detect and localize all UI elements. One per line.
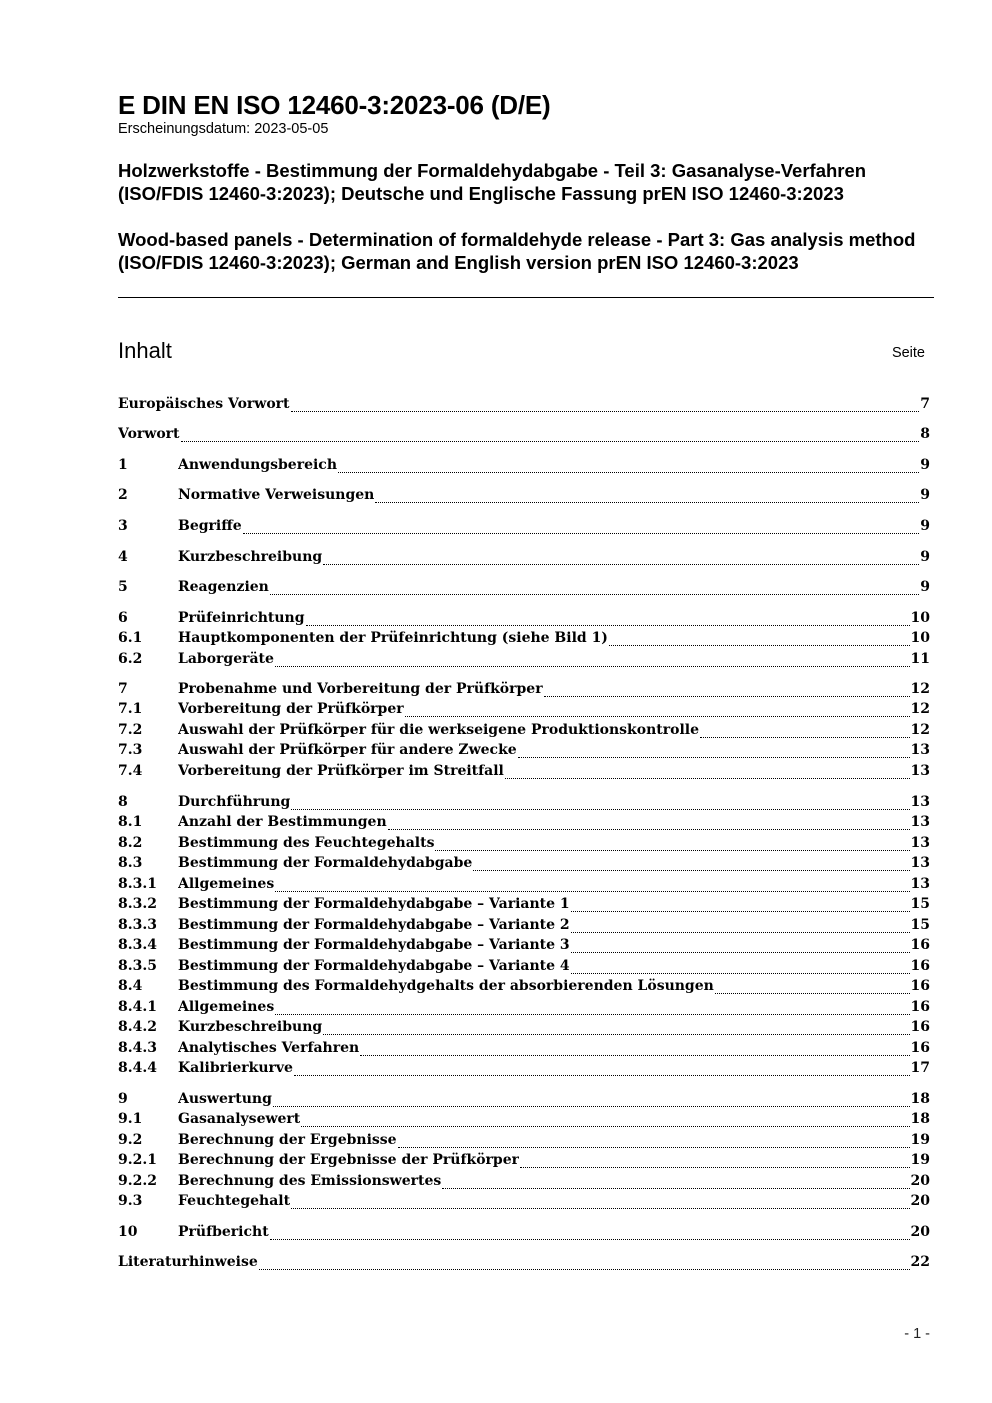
- toc-entry-title: Prüfbericht: [178, 1224, 269, 1240]
- toc-dot-leader: [259, 1263, 910, 1270]
- toc-entry[interactable]: [118, 649, 930, 669]
- toc-entry-page: 9: [920, 487, 930, 503]
- toc-entry-title: Laborgeräte: [178, 651, 274, 667]
- toc-entry[interactable]: [118, 394, 930, 414]
- toc-entry[interactable]: [118, 1089, 930, 1109]
- toc-entry-title: Anwendungsbereich: [178, 457, 337, 473]
- toc-dot-leader: [520, 1161, 910, 1168]
- toc-dot-leader: [270, 588, 919, 595]
- toc-entry-page: 19: [910, 1132, 930, 1148]
- toc-dot-leader: [544, 690, 910, 697]
- toc-entry-number: 7.1: [118, 701, 143, 717]
- toc-entry-number: 7: [118, 681, 128, 697]
- toc-entry-page: 10: [910, 630, 930, 646]
- title-german: Holzwerkstoffe - Bestimmung der Formaldehydabgabe - Teil 3: Gasanalyse-Verfahren (ISO/FDIS 12460-3:2023); Deutsche und Englische Fassung prEN ISO 12460-3:2023: [118, 160, 867, 204]
- toc-entry-page: 18: [910, 1111, 930, 1127]
- toc-entry[interactable]: [118, 792, 930, 812]
- toc-entry-number: 8.3: [118, 855, 143, 871]
- toc-entry-number: 8.2: [118, 835, 143, 851]
- toc-entry-title: Kalibrierkurve: [178, 1060, 293, 1076]
- toc-entry-number: 8: [118, 794, 128, 810]
- toc-entry-page: 16: [910, 1040, 930, 1056]
- toc-entry-number: 8.4.4: [118, 1060, 157, 1076]
- toc-entry-page: 18: [910, 1091, 930, 1107]
- toc-dot-leader: [243, 527, 920, 534]
- toc-entry-number: 7.4: [118, 763, 143, 779]
- toc-dot-leader: [609, 639, 910, 646]
- toc-entry-number: 8.4.3: [118, 1040, 157, 1056]
- toc-entry-title: Bestimmung der Formaldehydabgabe – Variante 3: [178, 937, 570, 953]
- toc-entry-page: 9: [920, 549, 930, 565]
- toc-entry-title: Auswahl der Prüfkörper für andere Zwecke: [178, 742, 517, 758]
- toc-dot-leader: [435, 844, 909, 851]
- toc-entry[interactable]: [118, 547, 930, 567]
- toc-entry-number: 9.2.2: [118, 1173, 157, 1189]
- toc-entry[interactable]: [118, 1252, 930, 1272]
- toc-entry-title: Kurzbeschreibung: [178, 1019, 323, 1035]
- toc-entry-title: Analytisches Verfahren: [178, 1040, 360, 1056]
- toc-entry-page: 9: [920, 579, 930, 595]
- toc-entry[interactable]: [118, 720, 930, 740]
- toc-entry-title: Bestimmung des Feuchtegehalts: [178, 835, 435, 851]
- toc-entry[interactable]: [118, 455, 930, 475]
- toc-entry-page: 13: [910, 855, 930, 871]
- toc-dot-leader: [388, 823, 910, 830]
- toc-entry-number: 8.1: [118, 814, 143, 830]
- page-number: - 1 -: [904, 1326, 930, 1342]
- toc-entry[interactable]: [118, 1222, 930, 1242]
- toc-entry[interactable]: [118, 424, 930, 444]
- toc-entry-title: Probenahme und Vorbereitung der Prüfkörper: [178, 681, 543, 697]
- toc-entry-title: Europäisches Vorwort: [118, 396, 290, 412]
- toc-entry-page: 7: [920, 396, 930, 412]
- toc-dot-leader: [306, 619, 910, 626]
- toc-entry-title: Allgemeines: [178, 999, 275, 1015]
- toc-entry[interactable]: [118, 915, 930, 935]
- toc-dot-leader: [505, 772, 910, 779]
- toc-entry-title: Berechnung der Ergebnisse: [178, 1132, 397, 1148]
- toc-entry-page: 16: [910, 1019, 930, 1035]
- toc-entry-number: 2: [118, 487, 128, 503]
- toc-entry-number: 8.3.1: [118, 876, 157, 892]
- toc-entry-title: Vorwort: [118, 426, 180, 442]
- toc-entry-number: 1: [118, 457, 128, 473]
- toc-entry-number: 9.1: [118, 1111, 143, 1127]
- toc-entry-page: 13: [910, 742, 930, 758]
- toc-entry-page: 16: [910, 999, 930, 1015]
- toc-dot-leader: [181, 435, 920, 442]
- toc-entry[interactable]: [118, 699, 930, 719]
- toc-dot-leader: [323, 558, 919, 565]
- toc-dot-leader: [270, 1233, 910, 1240]
- toc-entry[interactable]: [118, 1191, 930, 1211]
- toc-entry-title: Bestimmung der Formaldehydabgabe – Variante 4: [178, 958, 570, 974]
- toc-entry-number: 8.4.1: [118, 999, 157, 1015]
- toc-entry-number: 3: [118, 518, 128, 534]
- toc-entry-title: Prüfeinrichtung: [178, 610, 305, 626]
- toc-entry[interactable]: [118, 761, 930, 781]
- toc-entry-page: 19: [910, 1152, 930, 1168]
- toc-entry-page: 22: [910, 1254, 930, 1270]
- toc-entry-number: 9.2: [118, 1132, 143, 1148]
- toc-entry-title: Vorbereitung der Prüfkörper im Streitfall: [178, 763, 504, 779]
- toc-entry[interactable]: [118, 853, 930, 873]
- toc-dot-leader: [275, 1008, 909, 1015]
- toc-entry-page: 12: [910, 722, 930, 738]
- toc-entry-title: Vorbereitung der Prüfkörper: [178, 701, 404, 717]
- toc-entry[interactable]: [118, 1171, 930, 1191]
- toc-entry-page: 13: [910, 794, 930, 810]
- toc-entry-title: Bestimmung der Formaldehydabgabe: [178, 855, 473, 871]
- toc-entry-page: 17: [910, 1060, 930, 1076]
- toc-dot-leader: [571, 967, 910, 974]
- toc-entry-title: Normative Verweisungen: [178, 487, 375, 503]
- toc-dot-leader: [518, 751, 910, 758]
- toc-entry[interactable]: [118, 628, 930, 648]
- toc-entry-page: 13: [910, 876, 930, 892]
- toc-entry-title: Auswertung: [178, 1091, 272, 1107]
- toc-dot-leader: [275, 660, 910, 667]
- toc-entry[interactable]: [118, 976, 930, 996]
- toc-entry-title: Durchführung: [178, 794, 291, 810]
- toc-dot-leader: [323, 1028, 909, 1035]
- toc-entry-title: Feuchtegehalt: [178, 1193, 291, 1209]
- toc-dot-leader: [700, 731, 910, 738]
- toc-entry-title: Bestimmung des Formaldehydgehalts der absorbierenden Lösungen: [178, 978, 714, 994]
- toc-dot-leader: [291, 405, 920, 412]
- toc-entry-page: 11: [910, 651, 930, 667]
- toc-entry[interactable]: [118, 894, 930, 914]
- toc-entry-number: 6.1: [118, 630, 143, 646]
- toc-entry-page: 13: [910, 763, 930, 779]
- document-id: E DIN EN ISO 12460-3:2023-06 (D/E): [118, 90, 551, 120]
- toc-entry-page: 8: [920, 426, 930, 442]
- toc-entry-number: 9.3: [118, 1193, 143, 1209]
- toc-entry-title: Allgemeines: [178, 876, 275, 892]
- toc-entry-number: 8.3.3: [118, 917, 157, 933]
- toc-entry-number: 6: [118, 610, 128, 626]
- toc-entry[interactable]: [118, 935, 930, 955]
- toc-dot-leader: [291, 1202, 909, 1209]
- toc-entry-number: 7.2: [118, 722, 143, 738]
- toc-entry-page: 15: [910, 896, 930, 912]
- toc-entry-number: 8.3.4: [118, 937, 157, 953]
- toc-entry[interactable]: [118, 1058, 930, 1078]
- toc-entry-title: Hauptkomponenten der Prüfeinrichtung (siehe Bild 1): [178, 630, 608, 646]
- toc-dot-leader: [473, 864, 909, 871]
- title-divider: [118, 297, 934, 298]
- toc-entry-title: Berechnung der Ergebnisse der Prüfkörper: [178, 1152, 519, 1168]
- toc-dot-leader: [301, 1120, 909, 1127]
- toc-entry-page: 20: [910, 1193, 930, 1209]
- toc-entry-number: 4: [118, 549, 128, 565]
- title-english: Wood-based panels - Determination of formaldehyde release - Part 3: Gas analysis method (ISO/FDIS 12460-3:2023); German and English version prEN ISO 12460-3:2023: [118, 229, 916, 273]
- toc-entry-number: 8.4: [118, 978, 143, 994]
- toc-entry[interactable]: [118, 956, 930, 976]
- toc-entry-page: 12: [910, 681, 930, 697]
- toc-entry[interactable]: [118, 485, 930, 505]
- toc-dot-leader: [275, 885, 909, 892]
- toc-entry[interactable]: [118, 679, 930, 699]
- toc-entry-page: 16: [910, 978, 930, 994]
- toc-dot-leader: [360, 1049, 909, 1056]
- toc-entry-title: Bestimmung der Formaldehydabgabe – Variante 2: [178, 917, 570, 933]
- toc-entry-page: 20: [910, 1173, 930, 1189]
- toc-entry-page: 13: [910, 814, 930, 830]
- toc-entry-title: Bestimmung der Formaldehydabgabe – Variante 1: [178, 896, 570, 912]
- toc-entry-page: 16: [910, 937, 930, 953]
- toc-entry-number: 7.3: [118, 742, 143, 758]
- toc-entry[interactable]: [118, 874, 930, 894]
- toc-dot-leader: [291, 803, 909, 810]
- toc-entry-number: 8.4.2: [118, 1019, 157, 1035]
- toc-entry[interactable]: [118, 1150, 930, 1170]
- toc-dot-leader: [375, 496, 919, 503]
- toc-entry[interactable]: [118, 1109, 930, 1129]
- toc-entry-page: 10: [910, 610, 930, 626]
- toc-entry-title: Anzahl der Bestimmungen: [178, 814, 387, 830]
- toc-entry[interactable]: [118, 1017, 930, 1037]
- toc-page-label: Seite: [891, 345, 925, 361]
- toc-entry[interactable]: [118, 608, 930, 628]
- toc-entry-title: Gasanalysewert: [178, 1111, 301, 1127]
- toc-entry-number: 6.2: [118, 651, 143, 667]
- toc-dot-leader: [715, 987, 910, 994]
- toc-dot-leader: [571, 926, 910, 933]
- publication-date: Erscheinungsdatum: 2023-05-05: [118, 121, 329, 137]
- toc-entry-number: 10: [118, 1224, 138, 1240]
- toc-entry-page: 9: [920, 457, 930, 473]
- toc-entry[interactable]: [118, 997, 930, 1017]
- toc-entry-page: 12: [910, 701, 930, 717]
- toc-entry-title: Kurzbeschreibung: [178, 549, 323, 565]
- toc-heading: Inhalt: [118, 338, 172, 363]
- toc-entry-number: 9.2.1: [118, 1152, 157, 1168]
- toc-entry-page: 20: [910, 1224, 930, 1240]
- toc-dot-leader: [273, 1100, 910, 1107]
- toc-dot-leader: [405, 710, 910, 717]
- toc-entry[interactable]: [118, 740, 930, 760]
- toc-entry-number: 9: [118, 1091, 128, 1107]
- toc-entry-title: Auswahl der Prüfkörper für die werkseigene Produktionskontrolle: [178, 722, 700, 738]
- toc-entry[interactable]: [118, 1038, 930, 1058]
- toc-entry[interactable]: [118, 1130, 930, 1150]
- toc-entry[interactable]: [118, 577, 930, 597]
- toc-dot-leader: [571, 905, 910, 912]
- toc-entry-page: 16: [910, 958, 930, 974]
- toc-dot-leader: [338, 466, 919, 473]
- toc-entry-page: 15: [910, 917, 930, 933]
- toc-entry-number: 8.3.5: [118, 958, 157, 974]
- toc-entry[interactable]: [118, 812, 930, 832]
- toc-dot-leader: [398, 1141, 910, 1148]
- toc-entry[interactable]: [118, 833, 930, 853]
- toc-dot-leader: [294, 1069, 910, 1076]
- toc-entry-title: Reagenzien: [178, 579, 269, 595]
- toc-entry-title: Berechnung des Emissionswertes: [178, 1173, 442, 1189]
- toc-entry-title: Begriffe: [178, 518, 242, 534]
- toc-entry-page: 9: [920, 518, 930, 534]
- toc-entry-title: Literaturhinweise: [118, 1254, 258, 1270]
- toc-entry-page: 13: [910, 835, 930, 851]
- toc-entry-number: 8.3.2: [118, 896, 157, 912]
- toc-dot-leader: [442, 1182, 909, 1189]
- toc-entry-number: 5: [118, 579, 128, 595]
- toc-entry[interactable]: [118, 516, 930, 536]
- toc-dot-leader: [571, 946, 910, 953]
